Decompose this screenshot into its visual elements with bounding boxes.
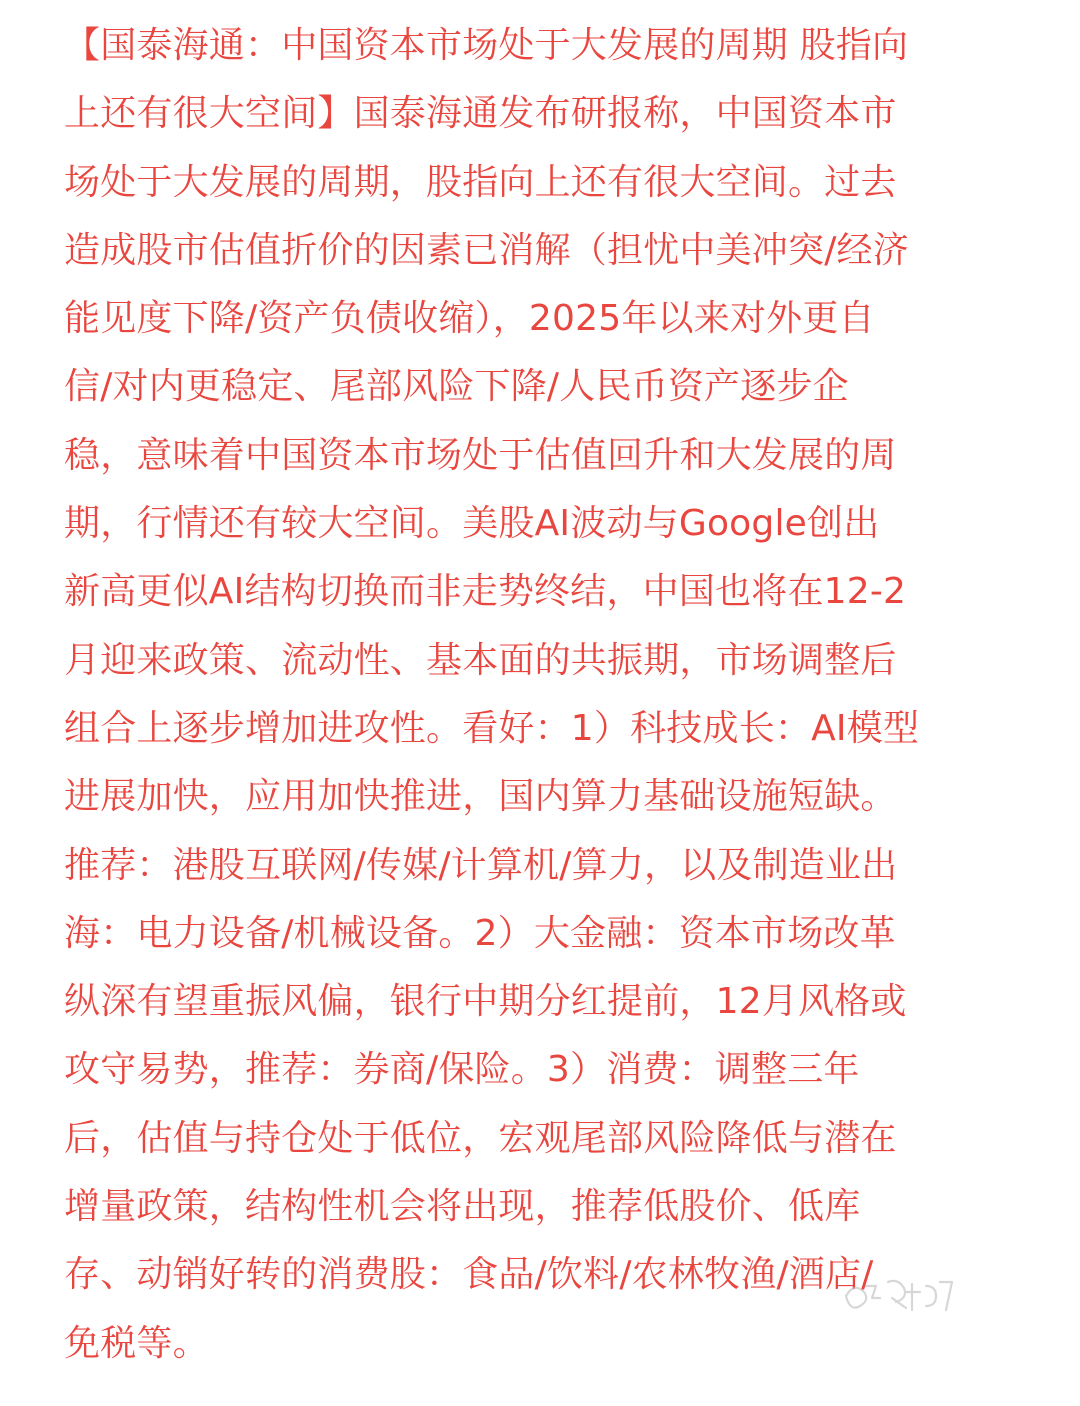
- article-line: 进展加快，应用加快推进，国内算力基础设施短缺。: [64, 776, 897, 818]
- article-line: 场处于大发展的周期，股指向上还有很大空间。过去: [64, 161, 897, 203]
- article-line: 【国泰海通：中国资本市场处于大发展的周期 股指向: [64, 25, 909, 66]
- article-line: 信/对内更稳定、尾部风险下降/人民币资产逐步企: [64, 366, 849, 408]
- article-line: 稳，意味着中国资本市场处于估值回升和大发展的周: [64, 434, 897, 476]
- article-line: 造成股市估值折价的因素已消解（担忧中美冲突/经济: [64, 229, 909, 271]
- article-line: 纵深有望重振风偏，银行中期分红提前，12月风格或: [64, 981, 907, 1023]
- article-line: 海：电力设备/机械设备。2）大金融：资本市场改革: [64, 912, 896, 954]
- article-line: 上还有很大空间】国泰海通发布研报称，中国资本市: [64, 93, 897, 135]
- watermark-icon: [836, 1268, 964, 1328]
- article-line: 能见度下降/资产负债收缩），2025年以来对外更自: [64, 298, 875, 340]
- article-line: 存、动销好转的消费股：食品/饮料/农林牧渔/酒店/: [64, 1254, 874, 1296]
- article-line: 推荐：港股互联网/传媒/计算机/算力，以及制造业出: [64, 844, 898, 886]
- article-line: 免税等。: [64, 1322, 209, 1364]
- article-body: [64, 12, 1050, 1378]
- article-line: 期，行情还有较大空间。美股AI波动与Google创出: [64, 503, 880, 545]
- article-line: 月迎来政策、流动性、基本面的共振期，市场调整后: [64, 639, 897, 681]
- article-line: 攻守易势，推荐：券商/保险。3）消费：调整三年: [64, 1049, 860, 1091]
- article-line: 新高更似AI结构切换而非走势终结，中国也将在12-2: [64, 571, 907, 613]
- article-line: 增量政策，结构性机会将出现，推荐低股价、低库: [64, 1186, 861, 1228]
- article-line: 组合上逐步增加进攻性。看好：1）科技成长：AI模型: [64, 707, 920, 749]
- article-line: 后，估值与持仓处于低位，宏观尾部风险降低与潜在: [64, 1117, 897, 1159]
